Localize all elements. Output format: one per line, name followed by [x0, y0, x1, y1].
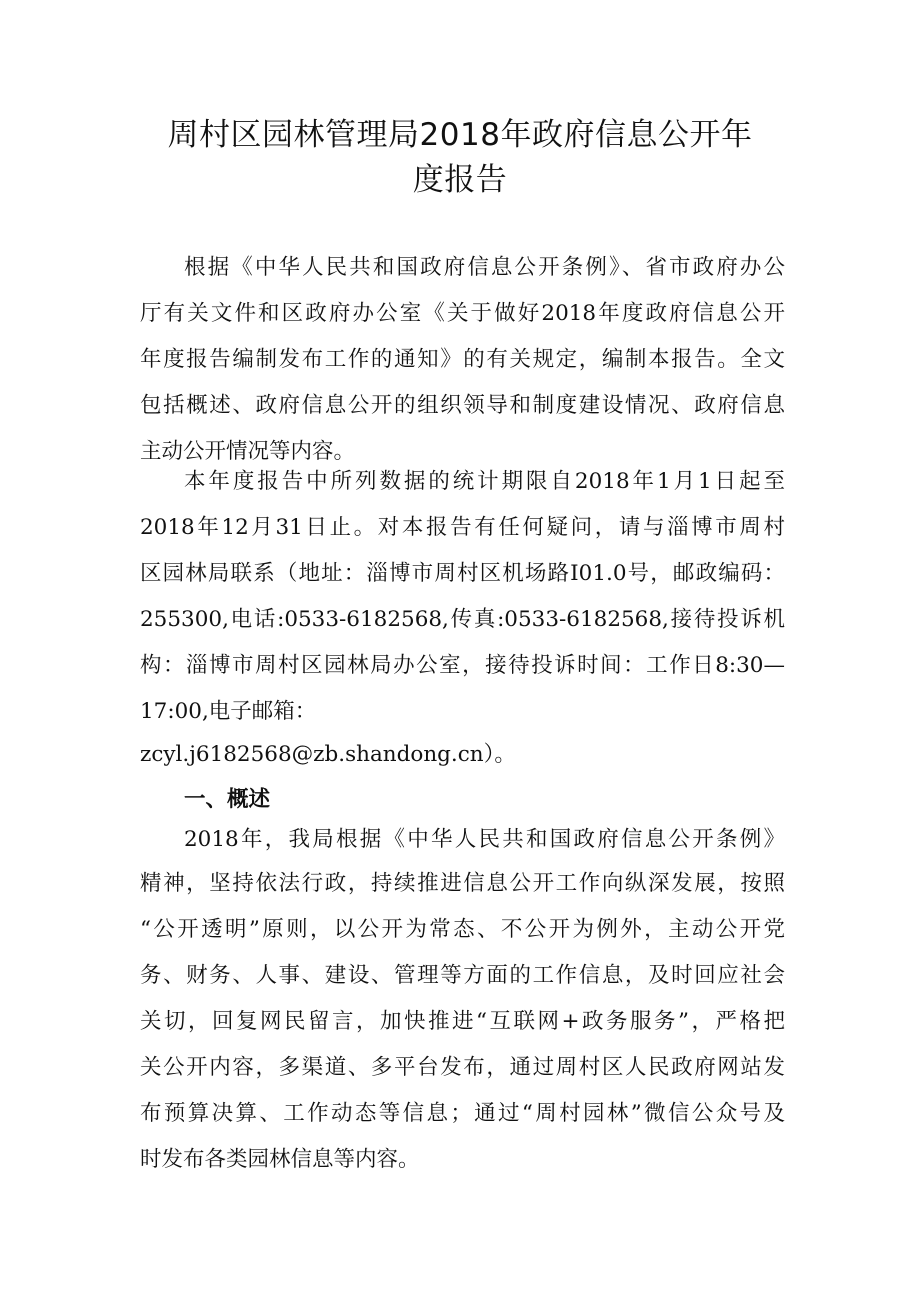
paragraph-line: 时发布各类园林信息等内容。 [140, 1147, 420, 1172]
paragraph-line: 255300,电话:0533-6182568,传真:0533-6182568,接待投诉机 [140, 607, 785, 632]
paragraph-line: zcyl.j6182568@zb.shandong.cn）。 [140, 742, 516, 767]
paragraph-line: 务、财务、人事、建设、管理等方面的工作信息，及时回应社会 [140, 963, 785, 988]
paragraph-line: 包括概述、政府信息公开的组织领导和制度建设情况、政府信息 [140, 393, 785, 418]
paragraph-line: “公开透明”原则，以公开为常态、不公开为例外，主动公开党 [140, 917, 785, 942]
paragraph-line: 精神，坚持依法行政，持续推进信息公开工作向纵深发展，按照 [140, 871, 785, 896]
paragraph-line: 年度报告编制发布工作的通知》的有关规定，编制本报告。全文 [140, 347, 785, 372]
paragraph-line: 根据《中华人民共和国政府信息公开条例》、省市政府办公 [184, 255, 785, 280]
paragraph-line: 构：淄博市周村区园林局办公室，接待投诉时间：工作日8:30— [140, 653, 785, 678]
paragraph-line: 主动公开情况等内容。 [140, 439, 356, 464]
paragraph-line: 关切，回复网民留言，加快推进“互联网+政务服务”，严格把 [140, 1009, 785, 1034]
paragraph-line: 布预算决算、工作动态等信息；通过“周村园林”微信公众号及 [140, 1101, 785, 1126]
paragraph-line: 关公开内容，多渠道、多平台发布，通过周村区人民政府网站发 [140, 1055, 785, 1080]
document-title-line1: 周村区园林管理局2018年政府信息公开年 [167, 117, 753, 153]
paragraph-line: 厅有关文件和区政府办公室《关于做好2018年度政府信息公开 [140, 301, 785, 326]
paragraph-line: 17:00,电子邮箱： [140, 699, 317, 724]
paragraph-line: 区园林局联系（地址：淄博市周村区机场路I01.0号，邮政编码： [140, 561, 785, 586]
paragraph-line: 2018年，我局根据《中华人民共和国政府信息公开条例》 [184, 827, 785, 852]
paragraph-line: 2018年12月31日止。对本报告有任何疑问，请与淄博市周村 [140, 515, 785, 540]
paragraph-line: 本年度报告中所列数据的统计期限自2018年1月1日起至 [184, 469, 785, 494]
section-heading: 一、概述 [184, 787, 271, 812]
document-title-line2: 度报告 [412, 162, 508, 198]
